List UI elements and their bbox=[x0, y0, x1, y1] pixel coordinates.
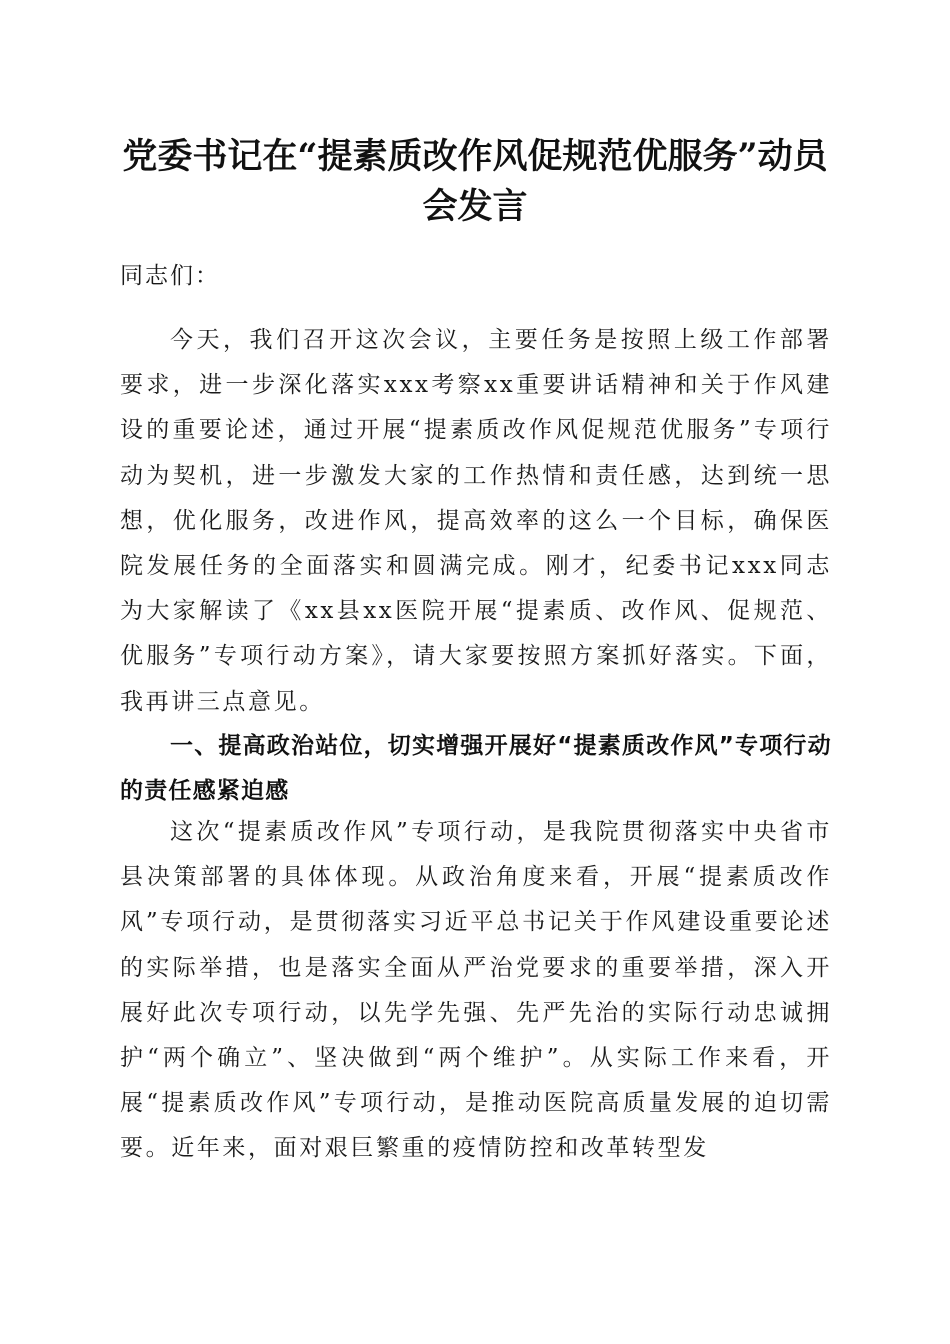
salutation: 同志们： bbox=[120, 263, 220, 289]
document-title: 党委书记在“提素质改作风促规范优服务”动员会发言 bbox=[122, 136, 828, 227]
intro-paragraph: 今天，我们召开这次会议，主要任务是按照上级工作部署要求，进一步深化落实xxx考察xx重要讲话精神和关于作风建设的重要论述，通过开展“提素质改作风促规范优服务”专项行动为契机，进一步激发大家的工作热情和责任感，达到统一思想，优化服务，改进作风，提高效率的这么一个目标，确保医院发展任务的全面落实和圆满完成。刚才，纪委书记xxx同志为大家解读了《xx县xx医院开展“提素质、改作风、促规范、优服务”专项行动方案》，请大家要按照方案抓好落实。下面，我再讲三点意见。 bbox=[120, 327, 832, 715]
section-1-paragraph: 这次“提素质改作风”专项行动，是我院贯彻落实中央省市县决策部署的具体体现。从政治角度来看，开展“提素质改作风”专项行动，是贯彻落实习近平总书记关于作风建设重要论述的实际举措，也是落实全面从严治党要求的重要举措，深入开展好此次专项行动，以先学先强、先严先治的实际行动忠诚拥护“两个确立”、坚决做到“两个维护”。从实际工作来看，开展“提素质改作风”专项行动，是推动医院高质量发展的迫切需要。近年来，面对艰巨繁重的疫情防控和改革转型发 bbox=[120, 819, 832, 1162]
section-heading-1: 一、提高政治站位，切实增强开展好“提素质改作风”专项行动的责任感紧迫感 bbox=[120, 733, 832, 805]
